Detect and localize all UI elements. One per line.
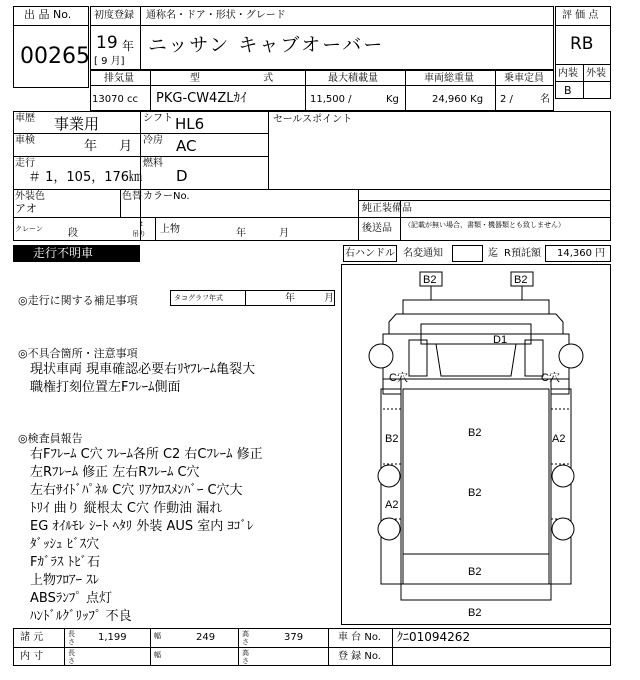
name-change-label: 名変通知 — [403, 248, 443, 259]
supplement-title: ◎走行に関する補足事項 — [18, 294, 138, 307]
mileage-value: ＃ 1，105，176㎞ — [28, 170, 143, 185]
inspector-line: ﾀﾞｯｼｭ ﾋﾞｽ穴 — [30, 537, 100, 552]
max-load-unit: Kg — [386, 94, 399, 105]
inspector-line: EG ｵｲﾙﾓﾚ ｼｰﾄ ﾍﾀﾘ 外装 AUS 室内 ﾖｺﾞﾚ — [30, 519, 254, 534]
front-right-wheel — [559, 344, 583, 368]
interior-height-label: 高さ — [242, 649, 249, 665]
front-left-wheel — [369, 344, 393, 368]
inspector-line: 左Rﾌﾚｰﾑ 修正 左右Rﾌﾚｰﾑ C穴 — [30, 465, 200, 480]
mid-right-wheel — [552, 465, 574, 487]
deadline-label: 迄 — [488, 248, 498, 259]
crane-ton: t — [140, 220, 143, 228]
chassis-value: ｸﾆ01094262 — [397, 630, 471, 644]
damage-mark-right-cab-side: C穴 — [541, 372, 560, 384]
interior-grade-value: B — [564, 84, 572, 97]
damage-mark-left-gate: B2 — [385, 433, 399, 445]
damage-mark-left-cab-side: C穴 — [389, 372, 408, 384]
max-load-label: 最大積載量 — [328, 73, 378, 84]
shift-label: シフト — [143, 113, 173, 124]
aircon-label: 冷房 — [143, 135, 163, 146]
capacity-value: 2 / — [500, 94, 513, 105]
inspector-line: 右Fﾌﾚｰﾑ C穴 ﾌﾚｰﾑ各所 C2 右Cﾌﾚｰﾑ 修正 — [30, 447, 263, 462]
steering-value: 右ハンドル — [345, 248, 395, 259]
inspection-value: 年 月 — [84, 139, 133, 154]
gross-weight-value: 24,960 Kg — [432, 94, 484, 105]
color-label: 外装色 — [15, 191, 45, 202]
damage-mark-right-mirror: B2 — [514, 274, 528, 286]
r-tax-label: R預託額 — [504, 248, 541, 259]
height-value: 379 — [284, 632, 304, 643]
inspector-title: ◎検査員報告 — [18, 432, 83, 445]
color-code-label: カラーNo. — [143, 191, 190, 202]
grade-value: RB — [570, 34, 594, 54]
damage-mark-left-rear: A2 — [385, 499, 399, 511]
interior-width-label: 幅 — [154, 651, 161, 659]
name-change-box — [452, 245, 483, 262]
model-value: PKG-CW4ZLｶｲ — [156, 91, 247, 106]
tacho-date: 年 月 — [285, 293, 335, 304]
damage-mark-bed-mid: B2 — [468, 487, 482, 499]
defect-line-1: 現状車両 現車確認必要右ﾘﾔﾌﾚｰﾑ亀裂大 — [30, 362, 256, 377]
name-label: 通称名・ドア・形状・グレード — [146, 10, 286, 21]
displacement-value: 13070 cc — [92, 94, 138, 105]
inspector-line: ﾄﾘｲ 曲り 縦根太 C穴 作動油 漏れ — [30, 501, 223, 516]
running-unknown-badge: 走行不明車 — [13, 245, 140, 262]
history-label: 車歴 — [15, 113, 35, 124]
crane-hoist: 吊り — [132, 230, 146, 238]
rear-right-wheel — [552, 518, 574, 540]
displacement-label: 排気量 — [104, 73, 134, 84]
first-reg-month: [ 9 月] — [94, 56, 125, 67]
length-label: 長さ — [68, 630, 75, 646]
model-label: 型 式 — [190, 73, 304, 84]
exterior-grade-label: 外装 — [586, 68, 606, 79]
width-label: 幅 — [154, 632, 161, 640]
aircon-value: AC — [176, 137, 197, 155]
inspector-line: ABSﾗﾝﾌﾟ 点灯 — [30, 591, 112, 606]
lift-date: 年 月 — [236, 228, 290, 239]
interior-grade-label: 内装 — [558, 68, 578, 79]
registration-label: 登 録 No. — [338, 651, 381, 662]
defects-title: ◎不具合箇所・注意事項 — [18, 347, 138, 360]
color-value: アオ — [15, 202, 37, 215]
damage-mark-cab: D1 — [493, 334, 508, 346]
capacity-label: 乗車定員 — [504, 73, 544, 84]
lift-label: 上物 — [160, 224, 180, 235]
damage-mark-left-mirror: B2 — [423, 274, 437, 286]
dims-label: 諸 元 — [20, 632, 44, 643]
fuel-value: D — [176, 167, 188, 185]
sales-point-label: セールスポイント — [273, 114, 353, 125]
grade-label: 評 価 点 — [562, 10, 599, 21]
lot-label: 出 品 No. — [24, 8, 72, 21]
first-reg-label: 初度登録 — [94, 10, 134, 21]
interior-dims-label: 内 寸 — [20, 651, 44, 662]
crane-label: クレーン — [15, 225, 43, 233]
car-name: ニッサン キャブオーバー — [148, 34, 385, 56]
damage-mark-bed-front: B2 — [468, 427, 482, 439]
inspector-line: 上物ﾌﾛｱｰ ｽﾚ — [30, 573, 100, 588]
length-value: 1,199 — [98, 632, 127, 643]
max-load-value: 11,500 / — [310, 94, 352, 105]
tacho-label: タコグラフ年式 — [174, 294, 223, 302]
mid-left-wheel — [378, 465, 400, 487]
truck-diagram — [341, 264, 611, 625]
crane-steps: 段 — [68, 228, 78, 239]
mileage-label: 走行 — [15, 158, 35, 169]
equipment-label: 純正装備品 — [362, 203, 412, 214]
lot-number: 00265 — [20, 44, 90, 69]
capacity-unit: 名 — [540, 94, 550, 105]
aftermarket-note: （記載が無い場合、書類・機器類とも致しません） — [404, 221, 565, 229]
damage-mark-bed-rear: B2 — [468, 566, 482, 578]
chassis-label: 車 台 No. — [338, 632, 381, 643]
fuel-label: 燃料 — [143, 158, 163, 169]
windshield — [436, 344, 516, 376]
inspector-line: 左右ｻｲﾄﾞﾊﾟﾈﾙ C穴 ﾘｱｸﾛｽﾒﾝﾊﾞｰ C穴大 — [30, 483, 243, 498]
inspection-label: 車検 — [15, 135, 35, 146]
rear-bumper — [401, 584, 551, 600]
color-change-label: 色替 — [122, 191, 142, 202]
width-value: 249 — [196, 632, 216, 643]
damage-mark-rear-bumper: B2 — [468, 607, 482, 619]
interior-length-label: 長さ — [68, 649, 75, 665]
first-reg-year: 19 — [96, 33, 118, 53]
gross-weight-label: 車両総重量 — [424, 73, 474, 84]
year-unit: 年 — [122, 39, 135, 53]
rear-left-wheel — [378, 518, 400, 540]
defect-line-2: 職権打刻位置左Fﾌﾚｰﾑ側面 — [30, 380, 181, 395]
r-tax-value: 14,360 円 — [557, 248, 606, 259]
damage-mark-right-gate: A2 — [552, 433, 566, 445]
inspector-line: Fｶﾞﾗｽ ﾄﾋﾞ石 — [30, 555, 101, 570]
inspector-line: ﾊﾝﾄﾞﾙｸﾞﾘｯﾌﾟ 不良 — [30, 609, 132, 624]
shift-value: HL6 — [175, 115, 205, 133]
aftermarket-label: 後送品 — [362, 223, 392, 234]
history-value: 事業用 — [54, 115, 100, 133]
cab-roof — [403, 300, 549, 314]
height-label: 高さ — [242, 630, 249, 646]
